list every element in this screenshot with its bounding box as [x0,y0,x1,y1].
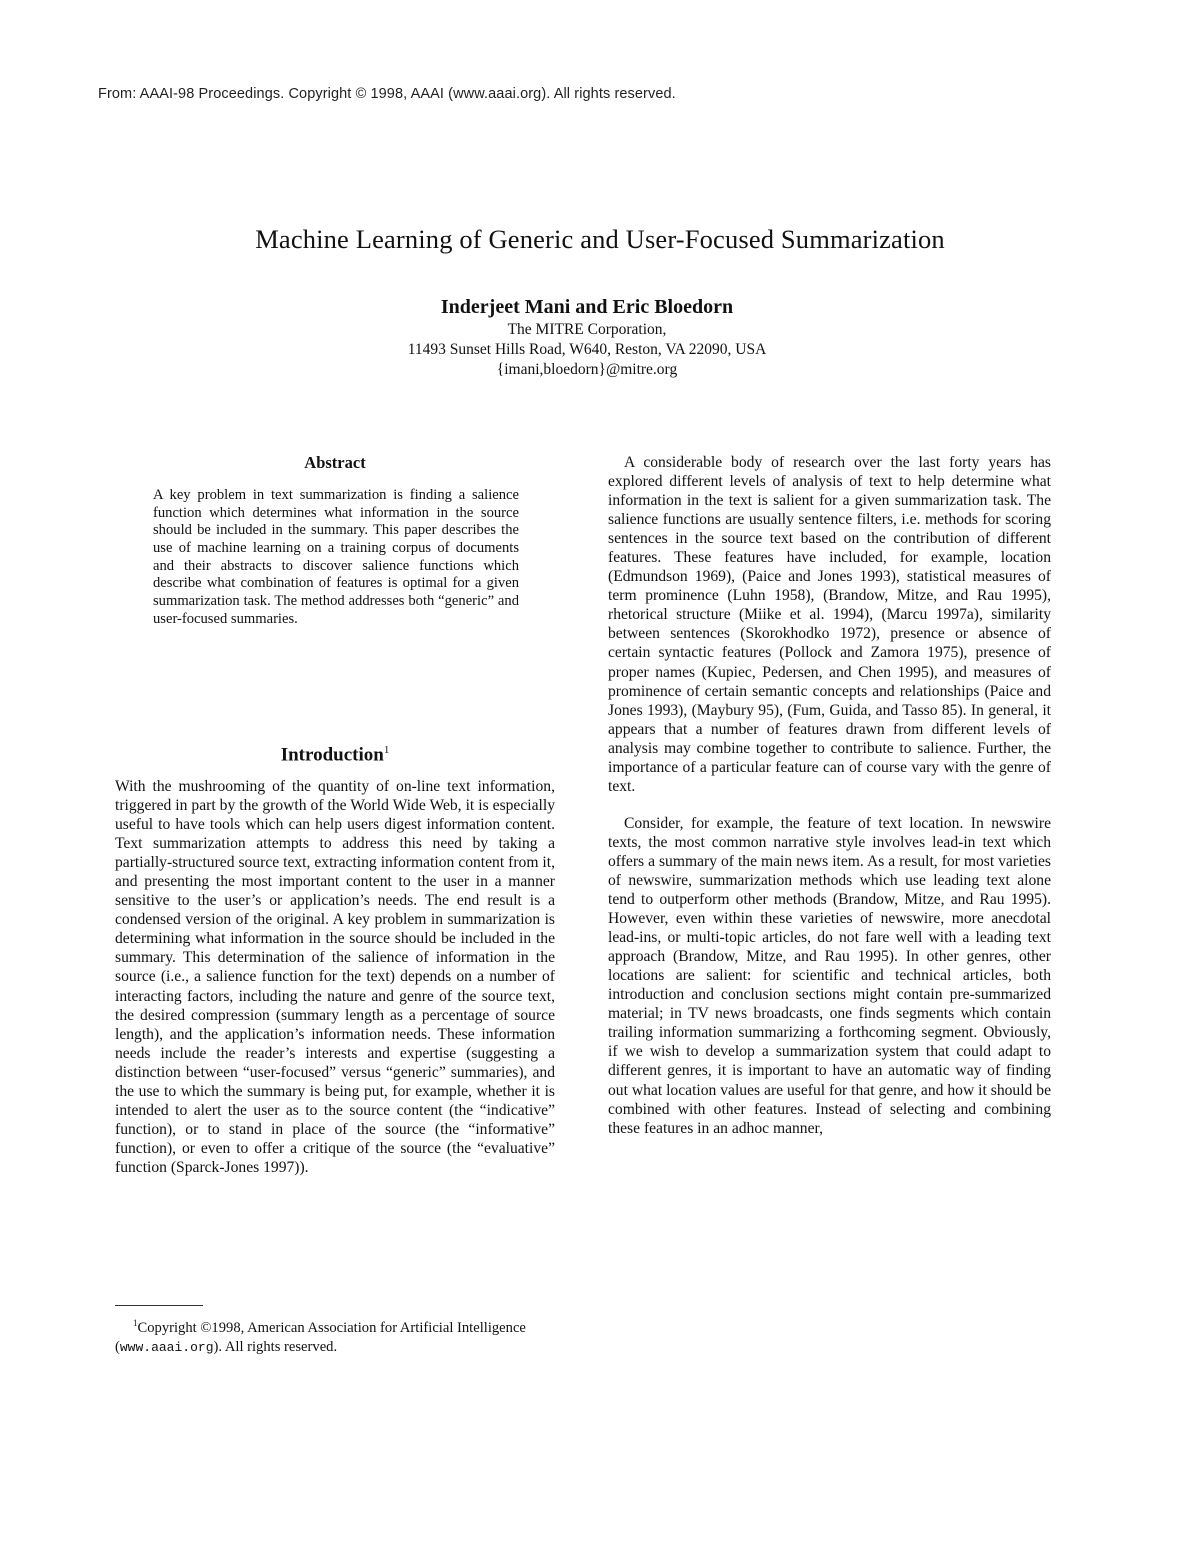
introduction-heading [115,744,555,766]
author-block [0,294,1174,380]
copyright-header: From: AAAI-98 Proceedings. Copyright © 1998, AAAI (www.aaai.org). All rights reserved. [98,86,676,102]
author-names: Inderjeet Mani and Eric Bloedorn [440,296,734,318]
abstract-text: A key problem in text summarization is finding a salience function which determines what information in the source should be included in the summary. This paper describes the use of machine learning on a training corpus of documents and their abstracts to discover salience functions which describe what combination of features is optimal for a given summarization task. The method addresses both “generic” and user-focused summaries. [153,487,519,627]
footnote-url: www.aaai.org [119,1339,214,1355]
footnote-text-after: ). All rights reserved. [213,1338,338,1355]
introduction-body [115,777,555,1177]
abstract-heading: Abstract [304,453,366,472]
introduction-paragraph: With the mushrooming of the quantity of on-line text information, triggered in part by the growth of the World Wide Web, it is especially useful to have tools which can help users digest information content. Text summarization attempts to address this need by taking a partially-structured source text, extracting information content from it, and presenting the most important content to the user in a manner sensitive to the user’s or application’s needs. The end result is a condensed version of the original. A key problem in summarization is determining what information in the source should be included in the summary. This determination of the salience of information in the source (i.e., a salience function for the text) depends on a number of interacting factors, including the nature and genre of the source text, the desired compression (summary length as a percentage of source length), and the application’s information needs. These information needs include the reader’s interests and expertise (suggesting a distinction between “user-focused” versus “generic” summaries), and the use to which the summary is being put, for example, whether it is intended to alert the user as to the source content (the “indicative” function), or to stand in place of the source (the “informative” function), or even to offer a critique of the source (the “evaluative” function (Sparck-Jones 1997)). [115,778,555,1176]
footnote-mark: 1 [133,1318,138,1328]
abstract-body [153,487,519,628]
introduction-heading-text: Introduction [280,744,384,766]
email: {imani,bloedorn}@mitre.org [496,361,678,378]
address: 11493 Sunset Hills Road, W640, Reston, VA 22090, USA [407,341,767,358]
right-paragraph-2: Consider, for example, the feature of text location. In newswire texts, the most common narrative style involves lead-in text which offers a summary of the main news item. As a result, for most varieties of newswire, summarization methods which use leading text alone tend to outperform other methods (Brandow, Mitze, and Rau 1995). However, even within these varieties of newswire, more anecdotal lead-ins, or multi-topic articles, do not fare well with a leading text approach (Brandow, Mitze, and Rau 1995). In other genres, other locations are salient: for scientific and technical articles, both introduction and conclusion sections might contain pre-summarized material; in TV news broadcasts, one finds segments which contain trailing information summarizing a forthcoming segment. Obviously, if we wish to develop a summarization system that could adapt to different genres, it is important to have an automatic way of finding out what location values are useful for that genre, and how it should be combined with other features. Instead of selecting and combining these features in an adhoc manner, [608,814,1051,1137]
introduction-footnote-mark: 1 [383,744,390,756]
right-paragraph-1: A considerable body of research over the last forty years has explored different levels of analysis of text to help determine what information in the text is salient for a given summarization task. The salience functions are usually sentence filters, i.e. methods for scoring sentences in the source text based on the contribution of different features. These features have included, for example, location (Edmundson 1969), (Paice and Jones 1993), statistical measures of term prominence (Luhn 1958), (Brandow, Mitze, and Rau 1995), rhetorical structure (Miike et al. 1994), (Marcu 1997a), similarity between sentences (Skorokhodko 1972), presence or absence of certain syntactic features (Pollock and Zamora 1975), presence of proper names (Kupiec, Pedersen, and Chen 1995), and measures of prominence of certain semantic concepts and relationships (Paice and Jones 1993), (Maybury 95), (Fum, Guida, and Tasso 85). In general, it appears that a number of features drawn from different levels of analysis may combine together to contribute to salience. Further, the importance of a particular feature can of course vary with the genre of text. [608,454,1051,795]
affiliation: The MITRE Corporation, [507,321,667,338]
right-column [608,453,1051,1138]
footnote [115,1314,555,1357]
paper-title: Machine Learning of Generic and User-Focused Summarization [255,224,945,254]
footnote-text-before: Copyright ©1998, American Association for Artificial Intelligence ( [115,1319,526,1355]
footnote-divider [115,1305,203,1306]
